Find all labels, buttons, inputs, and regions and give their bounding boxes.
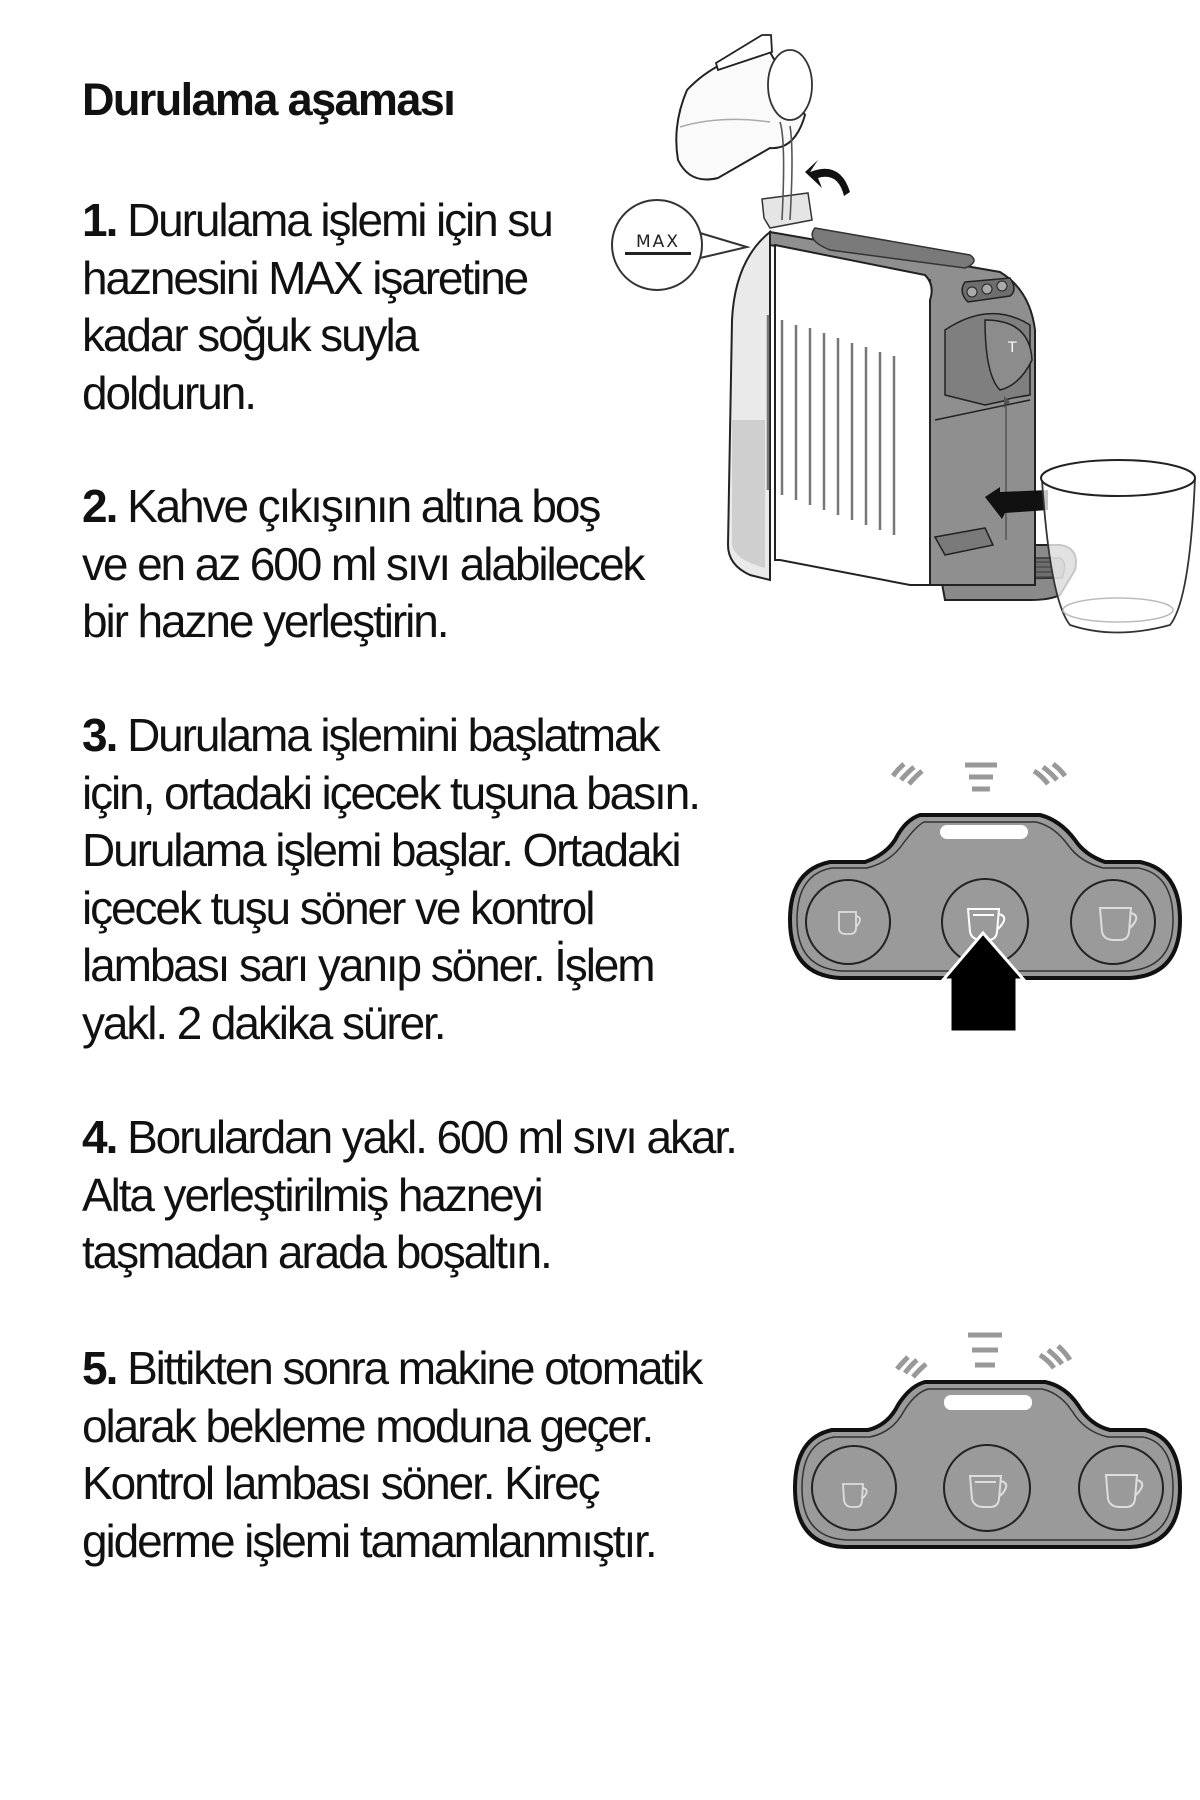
step-line: içecek tuşu söner ve kontrol — [82, 881, 594, 934]
step-line: Kontrol lambası söner. Kireç — [82, 1457, 599, 1509]
step-line: bir hazne yerleştirin. — [82, 595, 448, 647]
step-number: 3. — [82, 709, 117, 761]
small-cup-button — [806, 880, 890, 964]
small-cup-button — [812, 1446, 896, 1530]
page-title: Durulama aşaması — [82, 74, 455, 125]
max-callout-icon — [612, 200, 747, 290]
step-4 — [82, 1109, 736, 1282]
step-line: Durulama işlemi başlar. Ortadaki — [82, 824, 680, 876]
coffee-machine-illustration — [590, 20, 1200, 640]
step-line: Alta yerleştirilmiş hazneyi — [82, 1168, 542, 1221]
step-1 — [82, 192, 552, 422]
step-line: taşmadan arada boşaltın. — [82, 1226, 551, 1278]
step-line: 2. Kahve çıkışının altına boş — [82, 480, 600, 532]
large-cup-button — [1079, 1446, 1163, 1530]
step-number: 1. — [82, 194, 117, 246]
step-number: 4. — [82, 1111, 117, 1163]
step-5 — [82, 1340, 701, 1570]
water-jug-icon — [676, 35, 812, 220]
svg-text:MAX: MAX — [636, 232, 680, 252]
step-line: 1. Durulama işlemi için su — [82, 194, 552, 246]
step-number: 2. — [82, 480, 117, 532]
step-line: kadar soğuk suyla — [82, 309, 418, 361]
step-3 — [82, 707, 699, 1052]
step-2 — [82, 478, 643, 651]
step-line: giderme işlemi tamamlanmıştır. — [82, 1514, 656, 1567]
step-line: haznesini MAX işaretine — [82, 251, 528, 304]
large-cup-button — [1071, 880, 1155, 964]
step-line: 4. Borulardan yakl. 600 ml sıvı akar. — [82, 1111, 736, 1163]
coffee-machine-icon — [728, 228, 1035, 585]
svg-text:T: T — [1008, 340, 1017, 356]
control-panel-step5 — [770, 1300, 1200, 1560]
step-line: lambası sarı yanıp söner. İşlem — [82, 939, 654, 991]
control-panel-step3 — [770, 740, 1200, 1040]
lift-lid-arrow-icon — [805, 160, 850, 196]
step-line: 5. Bittikten sonra makine otomatik — [82, 1342, 702, 1394]
step-line: 3. Durulama işlemini başlatmak — [82, 709, 659, 761]
step-line: yakl. 2 dakika sürer. — [82, 996, 445, 1049]
step-line: doldurun. — [82, 366, 255, 419]
step-line: ve en az 600 ml sıvı alabilecek — [82, 537, 644, 590]
step-line: için, ortadaki içecek tuşuna basın. — [82, 766, 699, 819]
step-line: olarak bekleme moduna geçer. — [82, 1399, 653, 1452]
medium-cup-button — [944, 1445, 1030, 1531]
empty-container-icon — [1041, 460, 1195, 633]
step-number: 5. — [82, 1342, 117, 1394]
